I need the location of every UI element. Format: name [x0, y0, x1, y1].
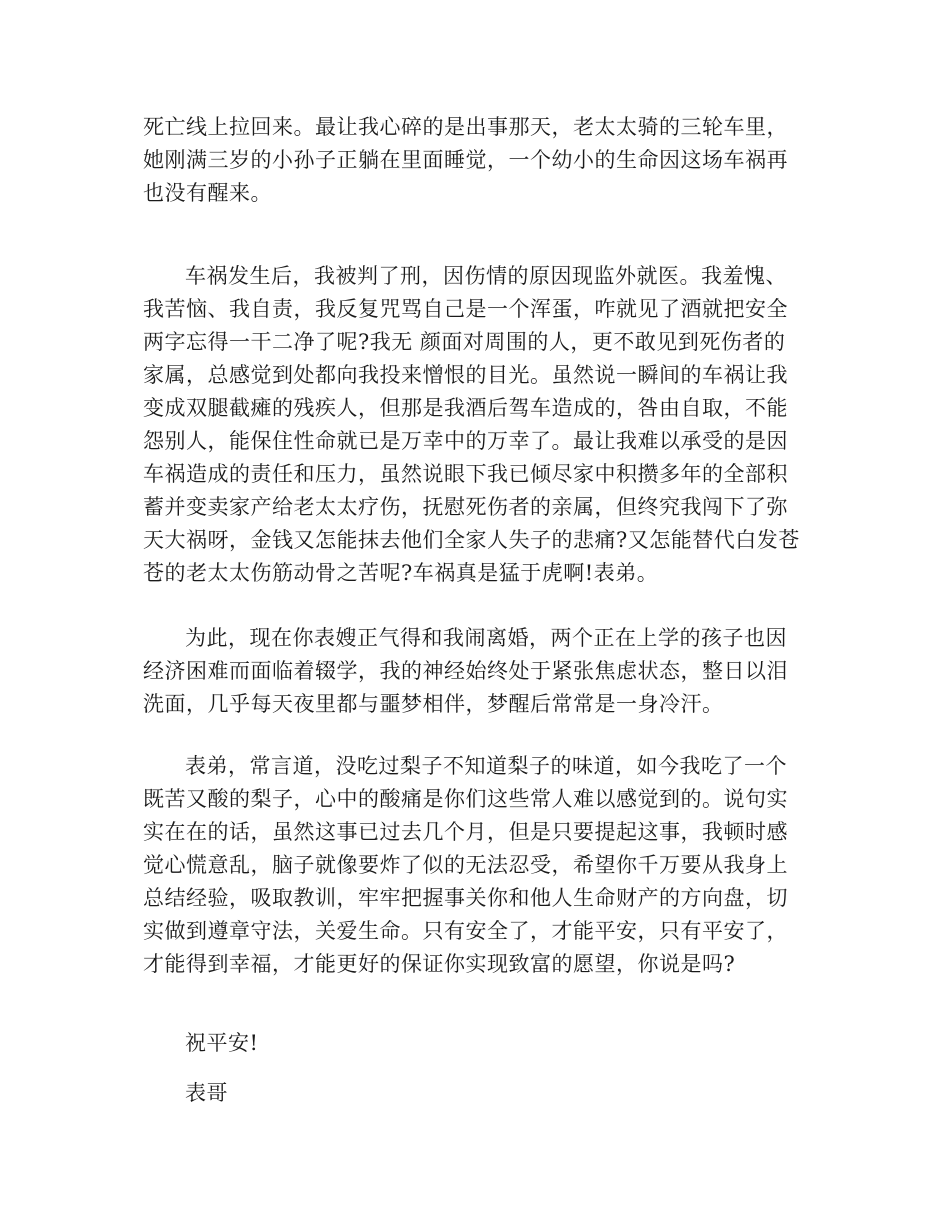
text-line: 表弟，常言道，没吃过梨子不知道梨子的味道，如今我吃了一个 — [185, 754, 787, 778]
signature — [143, 1077, 803, 1110]
text-line: 经济困难而面临着辍学，我的神经始终处于紧张焦虑状态，整日以泪 — [143, 659, 788, 683]
paragraph-4 — [143, 750, 803, 981]
text-line: 总结经验，吸取教训，牢牢把握事关你和他人生命财产的方向盘，切 — [143, 886, 788, 910]
closing-text: 祝平安! — [185, 1031, 259, 1055]
text-line: 家属，总感觉到处都向我投来憎恨的目光。虽然说一瞬间的车祸让我 — [143, 363, 788, 387]
closing-salutation — [143, 1027, 803, 1060]
text-line: 为此，现在你表嫂正气得和我闹离婚，两个正在上学的孩子也因 — [185, 626, 787, 650]
text-line: 天大祸呀，金钱又怎能抹去他们全家人失子的悲痛?又怎能替代白发苍 — [143, 528, 800, 552]
text-line: 实在在的话，虽然这事已过去几个月，但是只要提起这事，我顿时感 — [143, 820, 788, 844]
text-line: 洗面，几乎每天夜里都与噩梦相伴，梦醒后常常是一身冷汗。 — [143, 692, 724, 716]
text-line: 苍的老太太伤筋动骨之苦呢?车祸真是猛于虎啊!表弟。 — [143, 561, 659, 585]
text-line: 蓄并变卖家产给老太太疗伤，抚慰死伤者的亲属，但终究我闯下了弥 — [143, 495, 788, 519]
paragraph-1 — [143, 111, 803, 210]
text-line: 她刚满三岁的小孙子正躺在里面睡觉，一个幼小的生命因这场车祸再 — [143, 148, 788, 172]
paragraph-2 — [143, 260, 803, 590]
text-line: 我苦恼、我自责，我反复咒骂自己是一个浑蛋，咋就见了酒就把安全 — [143, 297, 788, 321]
paragraph-3 — [143, 622, 803, 721]
text-line: 两字忘得一干二净了呢?我无 颜面对周围的人，更不敢见到死伤者的 — [143, 330, 786, 354]
text-line: 既苦又酸的梨子，心中的酸痛是你们这些常人难以感觉到的。说句实 — [143, 787, 788, 811]
text-line: 车祸发生后，我被判了刑，因伤情的原因现监外就医。我羞愧、 — [185, 264, 787, 288]
text-line: 怨别人，能保住性命就已是万幸中的万幸了。最让我难以承受的是因 — [143, 429, 788, 453]
text-line: 实做到遵章守法，关爱生命。只有安全了，才能平安，只有平安了， — [143, 919, 788, 943]
text-line: 才能得到幸福，才能更好的保证你实现致富的愿望，你说是吗? — [143, 952, 736, 976]
text-line: 也没有醒来。 — [143, 181, 272, 205]
text-line: 觉心慌意乱，脑子就像要炸了似的无法忍受，希望你千万要从我身上 — [143, 853, 788, 877]
text-line: 变成双腿截瘫的残疾人，但那是我酒后驾车造成的，咎由自取，不能 — [143, 396, 788, 420]
signature-text: 表哥 — [185, 1081, 228, 1105]
text-line: 车祸造成的责任和压力，虽然说眼下我已倾尽家中积攒多年的全部积 — [143, 462, 788, 486]
text-line: 死亡线上拉回来。最让我心碎的是出事那天，老太太骑的三轮车里， — [143, 115, 788, 139]
